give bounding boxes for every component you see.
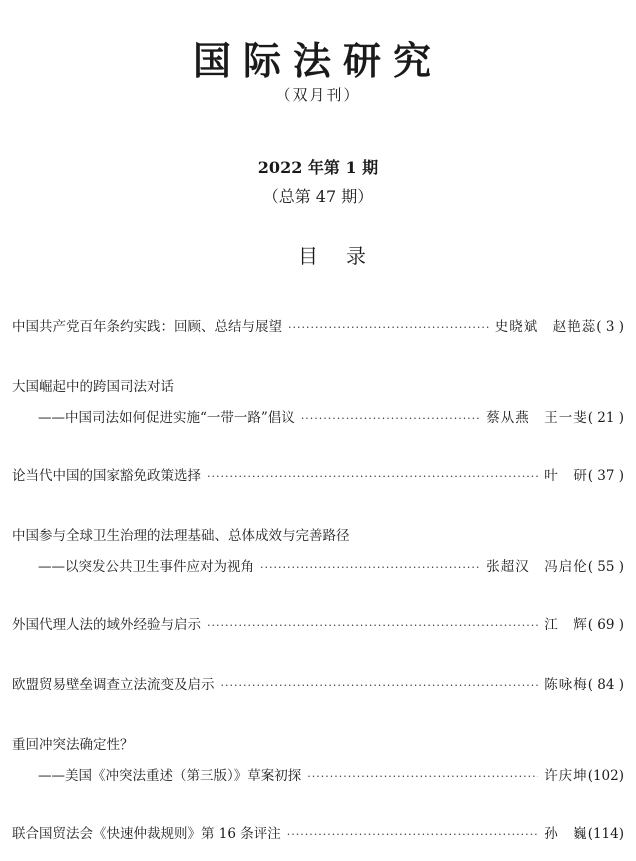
toc-entry[interactable] xyxy=(12,822,624,842)
article-subtitle[interactable]: ——美国《冲突法重述（第三版）》草案初探 xyxy=(38,768,302,784)
article-title[interactable]: 中国参与全球卫生治理的法理基础、总体成效与完善路径 xyxy=(12,528,350,544)
leader-dots xyxy=(221,679,539,692)
page-number: (114) xyxy=(587,826,624,842)
article-subtitle[interactable]: ——中国司法如何促进实施“一带一路”倡议 xyxy=(38,410,295,426)
leader-dots xyxy=(288,321,489,334)
page-number: ( 37 ) xyxy=(587,468,624,484)
article-subtitle[interactable]: ——以突发公共卫生事件应对为视角 xyxy=(38,559,254,575)
article-authors: 孙 巍 xyxy=(544,826,588,842)
article-authors: 叶 研 xyxy=(544,468,588,484)
article-title[interactable]: 重回冲突法确定性？ xyxy=(12,737,134,753)
page-number: ( 21 ) xyxy=(587,410,624,426)
issue-number: 2022 年第 1 期 xyxy=(257,158,379,177)
publication-frequency: （双月刊） xyxy=(275,86,361,104)
article-title[interactable]: 欧盟贸易壁垒调查立法流变及启示 xyxy=(12,677,215,693)
leader-dots xyxy=(287,828,538,841)
leader-dots xyxy=(207,619,538,632)
article-title[interactable]: 大国崛起中的跨国司法对话 xyxy=(12,379,174,395)
article-title[interactable]: 论当代中国的国家豁免政策选择 xyxy=(12,468,201,484)
toc-entry[interactable] xyxy=(12,375,624,426)
toc-entry[interactable] xyxy=(12,524,624,575)
journal-title: 国际法研究 xyxy=(192,38,443,83)
cumulative-issue: （总第 47 期） xyxy=(262,187,374,206)
toc-entry[interactable] xyxy=(12,315,624,335)
toc-heading: 目录 xyxy=(298,244,394,268)
toc-entry[interactable] xyxy=(12,733,624,784)
article-authors: 江 辉 xyxy=(544,617,588,633)
toc-entry[interactable] xyxy=(12,464,624,484)
article-authors: 史晓斌 赵艳蕊 xyxy=(494,319,597,335)
article-authors: 张超汉 冯启伦 xyxy=(486,559,588,575)
page-number: ( 55 ) xyxy=(587,559,624,575)
leader-dots xyxy=(301,412,480,425)
toc-entry[interactable] xyxy=(12,673,624,693)
page-number: ( 69 ) xyxy=(587,617,624,633)
article-title[interactable]: 外国代理人法的域外经验与启示 xyxy=(12,617,201,633)
leader-dots xyxy=(307,770,538,783)
page-number: ( 3 ) xyxy=(596,319,624,335)
article-authors: 许庆坤 xyxy=(544,768,588,784)
page-number: (102) xyxy=(587,768,624,784)
toc-entry[interactable] xyxy=(12,613,624,633)
article-authors: 陈咏梅 xyxy=(544,677,588,693)
leader-dots xyxy=(260,561,480,574)
article-title[interactable]: 联合国贸法会《快速仲裁规则》第 16 条评注 xyxy=(12,826,281,842)
article-authors: 蔡从燕 王一斐 xyxy=(486,410,588,426)
leader-dots xyxy=(207,470,538,483)
page-number: ( 84 ) xyxy=(587,677,624,693)
article-title[interactable]: 中国共产党百年条约实践：回顾、总结与展望 xyxy=(12,319,282,335)
